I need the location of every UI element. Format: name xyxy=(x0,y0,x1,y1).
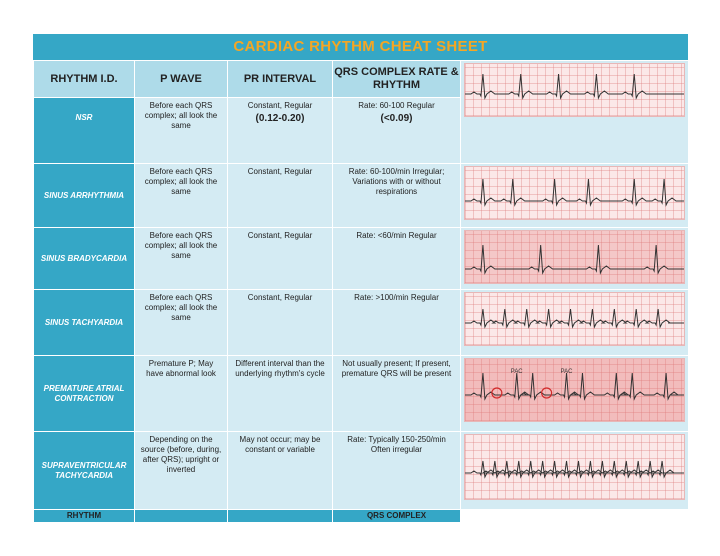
ecg-trace-arrhythmia xyxy=(465,167,684,219)
strip-cell-arrhythmia xyxy=(461,164,689,228)
ecg-trace-pac xyxy=(465,359,684,421)
qrs-cell: Not usually present; If present, premature QRS will be present xyxy=(333,356,461,432)
qrs-cell: Rate: >100/min Regular xyxy=(333,290,461,356)
strip-cell-brady xyxy=(461,228,689,290)
rhythm-name: NSR xyxy=(34,98,135,164)
rhythm-name: SINUS BRADYCARDIA xyxy=(34,228,135,290)
footer-row xyxy=(34,510,689,523)
header-row xyxy=(34,61,689,98)
qrs-cell: Rate: 60-100 Regular (<0.09) xyxy=(333,98,461,164)
qrs-cell: Rate: 60-100/min Irregular; Variations with or without respirations xyxy=(333,164,461,228)
pr-interval-cell: May not occur; may be constant or variable xyxy=(228,432,333,510)
qrs-cell: Rate: <60/min Regular xyxy=(333,228,461,290)
qrs-value: (<0.09) xyxy=(380,113,413,124)
table-row xyxy=(34,228,689,290)
header-qrs: QRS COMPLEX RATE & RHYTHM xyxy=(333,61,461,98)
footer-blank xyxy=(461,510,689,523)
table-row xyxy=(34,432,689,510)
footer-qrs: QRS COMPLEX xyxy=(333,510,461,523)
ecg-strip-arrhythmia xyxy=(464,166,685,220)
pr-interval-cell: Different interval than the underlying rhythm's cycle xyxy=(228,356,333,432)
pr-interval-cell: Constant, Regular xyxy=(228,164,333,228)
p-wave-cell: Depending on the source (before, during, after QRS); upright or inverted xyxy=(135,432,228,510)
strip-cell-svt xyxy=(461,432,689,510)
rhythm-table xyxy=(33,60,689,523)
pac-label: PAC xyxy=(560,368,573,376)
footer-blank xyxy=(228,510,333,523)
strip-cell-pac xyxy=(461,356,689,432)
pr-interval-cell: Constant, Regular (0.12-0.20) xyxy=(228,98,333,164)
header-rhythm-id: RHYTHM I.D. xyxy=(34,61,135,98)
ecg-strip-tachy xyxy=(464,292,685,346)
pr-interval-cell: Constant, Regular xyxy=(228,228,333,290)
footer-blank xyxy=(135,510,228,523)
rhythm-name: SINUS TACHYARDIA xyxy=(34,290,135,356)
pac-marker xyxy=(492,388,502,398)
p-wave-cell: Premature P; May have abnormal look xyxy=(135,356,228,432)
p-wave-cell: Before each QRS complex; all look the same xyxy=(135,164,228,228)
header-pr-interval: PR INTERVAL xyxy=(228,61,333,98)
footer-rhythm: RHYTHM xyxy=(34,510,135,523)
strip-cell-nsr xyxy=(461,61,689,164)
strip-cell-tachy xyxy=(461,290,689,356)
pac-label: PAC xyxy=(510,368,523,376)
p-wave-cell: Before each QRS complex; all look the same xyxy=(135,290,228,356)
table-row xyxy=(34,356,689,432)
pr-interval-cell: Constant, Regular xyxy=(228,290,333,356)
table-row xyxy=(34,290,689,356)
rhythm-name: SUPRAVENTRICULAR TACHYCARDIA xyxy=(34,432,135,510)
pr-value: (0.12-0.20) xyxy=(255,113,305,124)
ecg-strip-brady xyxy=(464,230,685,284)
rhythm-name: PREMATURE ATRIAL CONTRACTION xyxy=(34,356,135,432)
p-wave-cell: Before each QRS complex; all look the same xyxy=(135,98,228,164)
ecg-strip-svt xyxy=(464,434,685,500)
header-p-wave: P WAVE xyxy=(135,61,228,98)
p-wave-cell: Before each QRS complex; all look the same xyxy=(135,228,228,290)
pac-marker xyxy=(542,388,552,398)
table-row xyxy=(34,164,689,228)
cheat-sheet xyxy=(33,34,688,522)
qrs-cell: Rate: Typically 150-250/min Often irregular xyxy=(333,432,461,510)
ecg-strip-pac xyxy=(464,358,685,422)
rhythm-name: SINUS ARRHYTHMIA xyxy=(34,164,135,228)
ecg-strip-nsr xyxy=(464,63,685,117)
ecg-trace-tachy xyxy=(465,293,684,345)
ecg-trace-nsr xyxy=(465,64,684,116)
ecg-trace-svt xyxy=(465,435,684,499)
sheet-title: CARDIAC RHYTHM CHEAT SHEET xyxy=(33,34,688,60)
ecg-trace-brady xyxy=(465,231,684,283)
